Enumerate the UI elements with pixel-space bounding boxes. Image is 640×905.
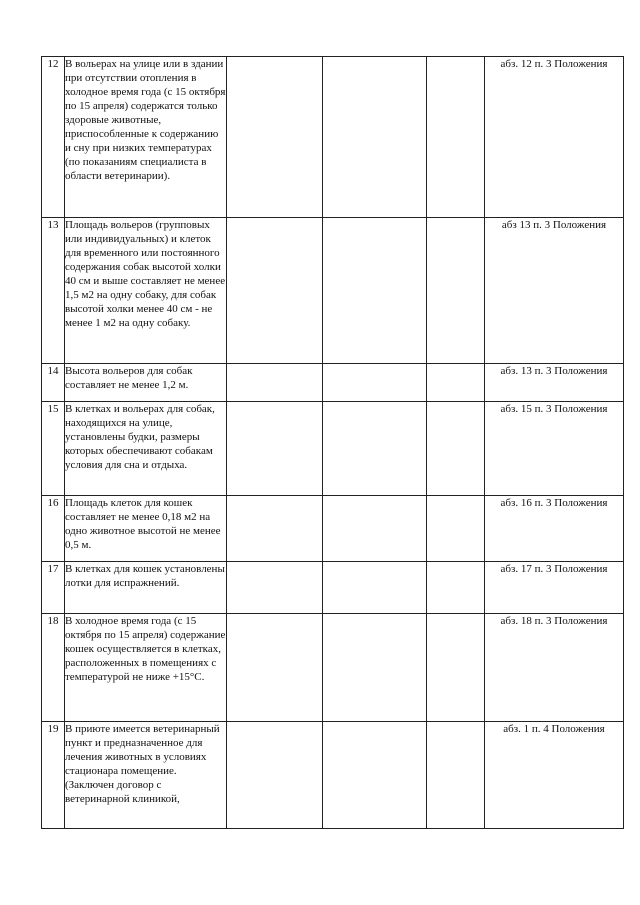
requirement-text: В вольерах на улице или в здании при отсутствии отопления в холодное время года (с 15 октября по 15 апреля) содержатся только здоровые животные, приспособленные к содержанию и сну при низких температурах (по показаниям специалиста в области ветеринарии).	[65, 57, 227, 218]
empty-cell	[227, 562, 323, 614]
row-number: 19	[42, 722, 65, 829]
table-row	[42, 614, 624, 722]
empty-cell	[323, 722, 427, 829]
empty-cell	[427, 722, 485, 829]
row-number: 14	[42, 364, 65, 402]
empty-cell	[227, 496, 323, 562]
requirement-text: Площадь вольеров (групповых или индивидуальных) и клеток для временного или постоянного содержания собак высотой холки 40 см и выше составляет не менее 1,5 м2 на одну собаку, для собак высотой холки менее 40 см - не менее 1 м2 на одну собаку.	[65, 218, 227, 364]
empty-cell	[323, 57, 427, 218]
empty-cell	[227, 402, 323, 496]
table-row	[42, 562, 624, 614]
empty-cell	[427, 218, 485, 364]
empty-cell	[427, 496, 485, 562]
row-number: 17	[42, 562, 65, 614]
empty-cell	[323, 496, 427, 562]
row-number: 12	[42, 57, 65, 218]
empty-cell	[227, 364, 323, 402]
row-number: 18	[42, 614, 65, 722]
requirement-text: В приюте имеется ветеринарный пункт и предназначенное для лечения животных в условиях стационара помещение. (Заключен договор с ветеринарной клиникой,	[65, 722, 227, 829]
requirement-text: Высота вольеров для собак составляет не менее 1,2 м.	[65, 364, 227, 402]
legal-reference: абз. 12 п. 3 Положения	[485, 57, 624, 218]
table-row	[42, 402, 624, 496]
legal-reference: абз. 17 п. 3 Положения	[485, 562, 624, 614]
empty-cell	[227, 722, 323, 829]
table-row	[42, 218, 624, 364]
empty-cell	[427, 562, 485, 614]
legal-reference: абз. 1 п. 4 Положения	[485, 722, 624, 829]
legal-reference: абз. 15 п. 3 Положения	[485, 402, 624, 496]
requirement-text: В клетках и вольерах для собак, находящихся на улице, установлены будки, размеры которых обеспечивают собакам условия для сна и отдыха.	[65, 402, 227, 496]
empty-cell	[323, 218, 427, 364]
table-row	[42, 57, 624, 218]
requirement-text: Площадь клеток для кошек составляет не менее 0,18 м2 на одно животное высотой не менее 0,5 м.	[65, 496, 227, 562]
empty-cell	[323, 364, 427, 402]
table-row	[42, 496, 624, 562]
legal-reference: абз. 16 п. 3 Положения	[485, 496, 624, 562]
empty-cell	[427, 614, 485, 722]
empty-cell	[427, 57, 485, 218]
empty-cell	[227, 614, 323, 722]
requirements-table	[41, 56, 624, 829]
empty-cell	[323, 614, 427, 722]
legal-reference: абз. 18 п. 3 Положения	[485, 614, 624, 722]
legal-reference: абз 13 п. 3 Положения	[485, 218, 624, 364]
row-number: 16	[42, 496, 65, 562]
empty-cell	[323, 402, 427, 496]
row-number: 15	[42, 402, 65, 496]
empty-cell	[427, 402, 485, 496]
table-row	[42, 722, 624, 829]
empty-cell	[227, 218, 323, 364]
legal-reference: абз. 13 п. 3 Положения	[485, 364, 624, 402]
empty-cell	[427, 364, 485, 402]
empty-cell	[227, 57, 323, 218]
table-row	[42, 364, 624, 402]
requirement-text: В клетках для кошек установлены лотки для испражнений.	[65, 562, 227, 614]
requirement-text: В холодное время года (с 15 октября по 15 апреля) содержание кошек осуществляется в клетках, расположенных в помещениях с температурой не ниже +15°С.	[65, 614, 227, 722]
row-number: 13	[42, 218, 65, 364]
empty-cell	[323, 562, 427, 614]
